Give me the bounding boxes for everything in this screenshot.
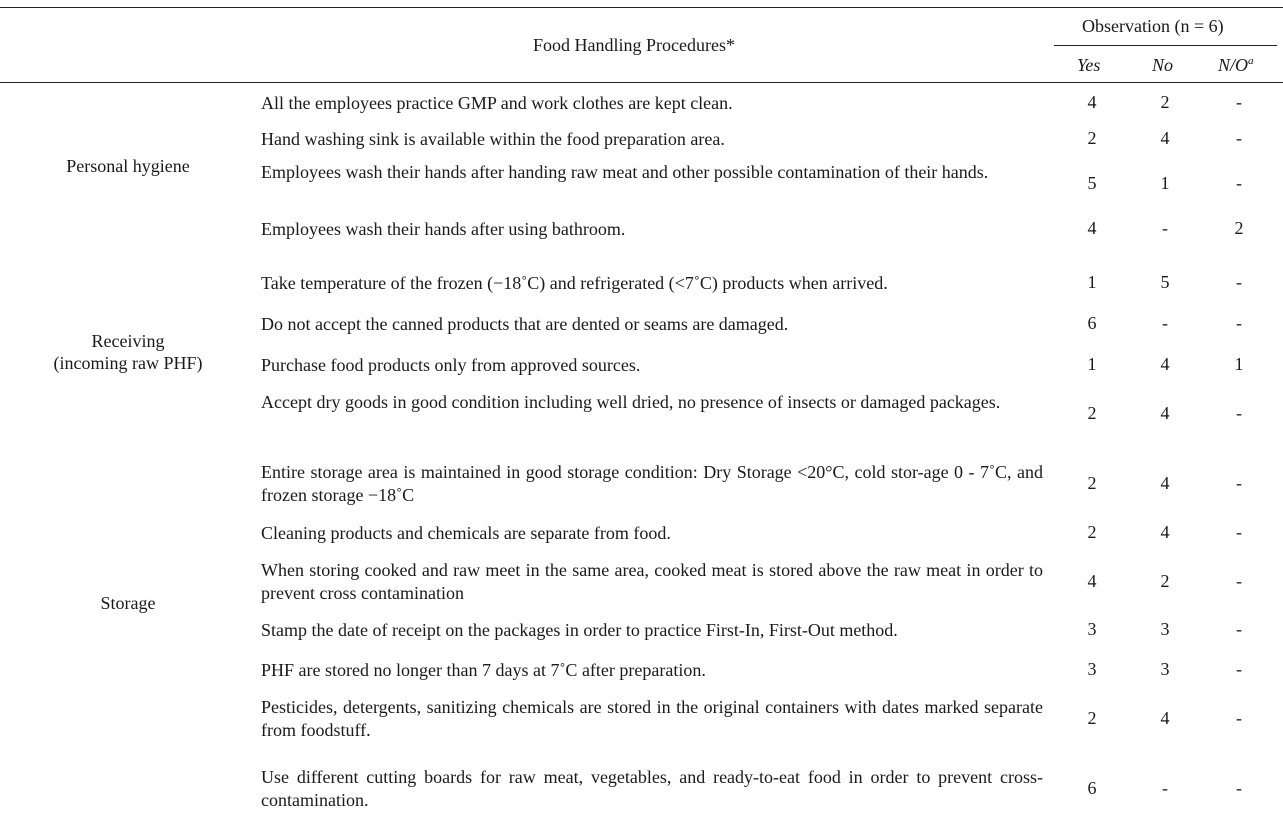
- col-na-label: N/O: [1218, 55, 1249, 75]
- procedure-text: All the employees practice GMP and work clothes are kept clean.: [261, 93, 733, 113]
- value-no: 3: [1160, 619, 1170, 639]
- observation-header: Observation (n = 6): [1082, 16, 1224, 36]
- value-na: -: [1236, 571, 1242, 591]
- value-na: -: [1236, 619, 1242, 639]
- value-no: -: [1162, 218, 1168, 238]
- value-na: -: [1236, 473, 1242, 493]
- procedure-text: Take temperature of the frozen (−18˚C) and refrigerated (<7˚C) products when arrived.: [261, 273, 888, 293]
- value-no: 2: [1160, 92, 1170, 112]
- value-yes: 1: [1087, 354, 1097, 374]
- col-no-header: No: [1152, 55, 1174, 75]
- value-no: 4: [1160, 473, 1170, 493]
- procedure-text: Entire storage area is maintained in good storage condition: Dry Storage <20°C, cold stor-age 0 - 7˚C, and frozen storage −18˚C: [261, 462, 1043, 505]
- category-personal-hygiene: Personal hygiene: [66, 156, 190, 176]
- value-na: -: [1236, 522, 1242, 542]
- procedure-text: When storing cooked and raw meet in the same area, cooked meat is stored above the raw meat in order to prevent cross contamination: [261, 560, 1043, 603]
- value-yes: 2: [1087, 522, 1097, 542]
- value-no: -: [1162, 313, 1168, 333]
- procedure-text: Use different cutting boards for raw meat, vegetables, and ready-to-eat food in order to prevent cross-contamination.: [261, 767, 1043, 810]
- procedure-text: Employees wash their hands after handing raw meat and other possible contamination of their hands.: [261, 162, 989, 182]
- value-na: -: [1236, 128, 1242, 148]
- procedure-text: Pesticides, detergents, sanitizing chemicals are stored in the original containers with dates marked separate from foodstuff.: [261, 697, 1043, 740]
- table-top-rule: [0, 7, 1283, 8]
- procedures-header: Food Handling Procedures*: [533, 35, 735, 55]
- procedure-text: PHF are stored no longer than 7 days at 7˚C after preparation.: [261, 660, 706, 680]
- category-receiving-line2: (incoming raw PHF): [53, 353, 203, 373]
- value-no: 4: [1160, 354, 1170, 374]
- value-na: -: [1236, 92, 1242, 112]
- category-receiving-line1: Receiving: [91, 331, 165, 351]
- value-na: -: [1236, 173, 1242, 193]
- value-yes: 3: [1087, 619, 1097, 639]
- value-na: 1: [1234, 354, 1244, 374]
- col-yes-header: Yes: [1077, 55, 1101, 75]
- value-na: -: [1236, 272, 1242, 292]
- value-yes: 6: [1087, 778, 1097, 798]
- value-yes: 6: [1087, 313, 1097, 333]
- category-storage: Storage: [100, 593, 156, 613]
- value-na: -: [1236, 403, 1242, 423]
- value-no: 1: [1160, 173, 1170, 193]
- value-no: 2: [1160, 571, 1170, 591]
- value-no: 4: [1160, 522, 1170, 542]
- value-na: -: [1236, 708, 1242, 728]
- value-yes: 2: [1087, 708, 1097, 728]
- value-na: -: [1236, 313, 1242, 333]
- value-no: 3: [1160, 659, 1170, 679]
- value-yes: 3: [1087, 659, 1097, 679]
- value-na: -: [1236, 659, 1242, 679]
- procedure-text: Stamp the date of receipt on the packages in order to practice First-In, First-Out method.: [261, 620, 898, 640]
- procedure-text: Cleaning products and chemicals are separate from food.: [261, 523, 671, 543]
- value-yes: 2: [1087, 473, 1097, 493]
- category-receiving: [13, 330, 243, 374]
- value-yes: 2: [1087, 403, 1097, 423]
- value-no: 4: [1160, 708, 1170, 728]
- value-no: 4: [1160, 403, 1170, 423]
- procedure-text: Hand washing sink is available within the food preparation area.: [261, 129, 725, 149]
- value-yes: 5: [1087, 173, 1097, 193]
- value-no: 5: [1160, 272, 1170, 292]
- value-no: -: [1162, 778, 1168, 798]
- procedure-text: Purchase food products only from approved sources.: [261, 355, 641, 375]
- value-yes: 4: [1087, 571, 1097, 591]
- value-no: 4: [1160, 128, 1170, 148]
- value-yes: 1: [1087, 272, 1097, 292]
- header-bottom-rule: [0, 82, 1283, 83]
- procedure-text: Employees wash their hands after using bathroom.: [261, 219, 626, 239]
- value-na: 2: [1234, 218, 1244, 238]
- value-yes: 4: [1087, 218, 1097, 238]
- procedure-text: Do not accept the canned products that are dented or seams are damaged.: [261, 314, 789, 334]
- value-yes: 4: [1087, 92, 1097, 112]
- observation-sub-rule: [1054, 45, 1277, 46]
- value-na: -: [1236, 778, 1242, 798]
- col-na-header: [1218, 55, 1254, 76]
- col-na-superscript: a: [1248, 55, 1254, 67]
- procedure-text: Accept dry goods in good condition including well dried, no presence of insects or damaged packages.: [261, 392, 1001, 412]
- value-yes: 2: [1087, 128, 1097, 148]
